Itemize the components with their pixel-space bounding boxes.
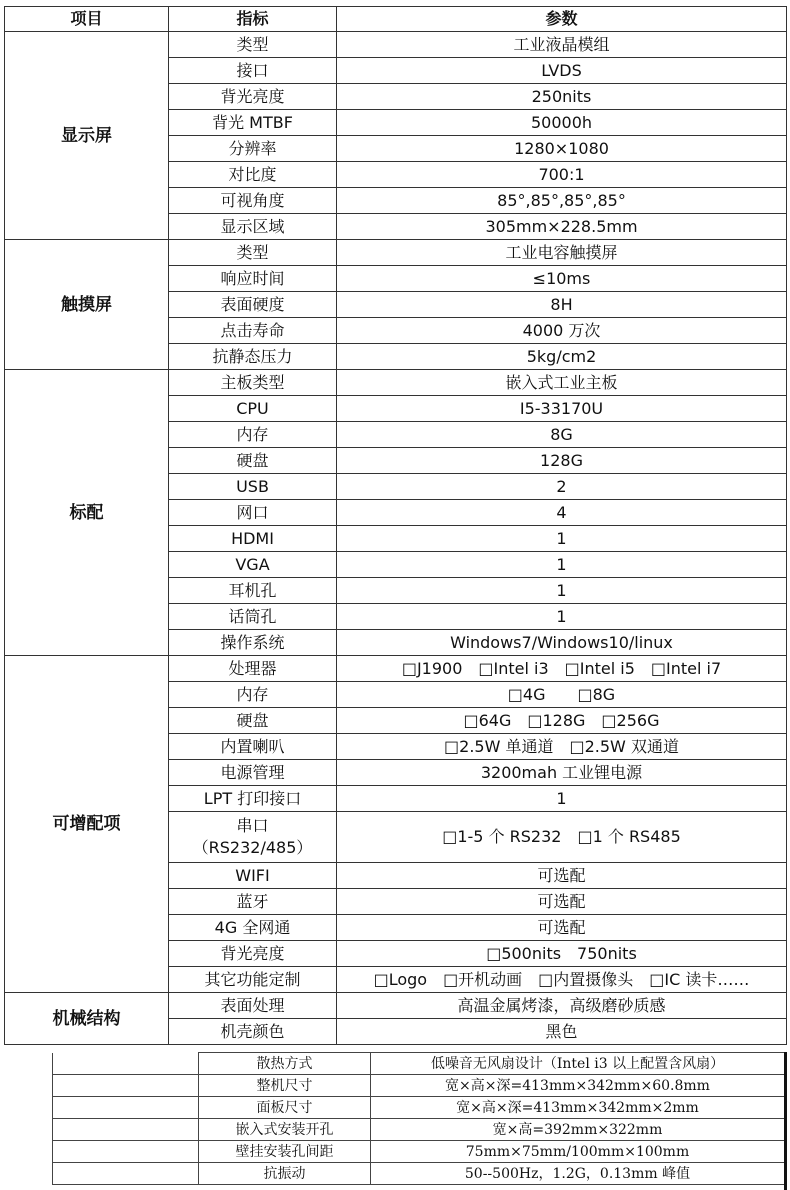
mechanical-value: 宽×高×深=413mm×342mm×60.8mm [371, 1075, 785, 1097]
spec-indicator: 主板类型 [169, 370, 337, 396]
header-indicator: 指标 [169, 7, 337, 32]
spec-indicator: 对比度 [169, 162, 337, 188]
header-row [5, 7, 787, 32]
spec-indicator: 显示区域 [169, 214, 337, 240]
spec-value: 85°,85°,85°,85° [337, 188, 787, 214]
spec-value: 工业液晶模组 [337, 32, 787, 58]
group-name: 机械结构 [5, 993, 169, 1045]
spec-value: □2.5W 单通道 □2.5W 双通道 [337, 734, 787, 760]
spec-indicator: 内置喇叭 [169, 734, 337, 760]
group-name: 可增配项 [5, 656, 169, 993]
mechanical-indicator: 抗振动 [199, 1163, 371, 1185]
spec-indicator: VGA [169, 552, 337, 578]
mechanical-row [53, 1075, 785, 1097]
spec-indicator: HDMI [169, 526, 337, 552]
spec-value: I5-33170U [337, 396, 787, 422]
spec-table [4, 6, 787, 1045]
spec-value: □Logo □开机动画 □内置摄像头 □IC 读卡…… [337, 967, 787, 993]
spec-value: 1 [337, 578, 787, 604]
spec-value: □4G □8G [337, 682, 787, 708]
spec-indicator: 表面处理 [169, 993, 337, 1019]
spec-value: 305mm×228.5mm [337, 214, 787, 240]
spec-row [5, 32, 787, 58]
mechanical-indicator: 壁挂安装孔间距 [199, 1141, 371, 1163]
spec-indicator: CPU [169, 396, 337, 422]
spec-indicator: 可视角度 [169, 188, 337, 214]
mechanical-empty-cell [53, 1141, 199, 1163]
spec-value: 可选配 [337, 863, 787, 889]
spec-indicator: 内存 [169, 422, 337, 448]
mechanical-extra-body [53, 1053, 785, 1185]
spec-value: 工业电容触摸屏 [337, 240, 787, 266]
spec-indicator: 内存 [169, 682, 337, 708]
mechanical-indicator: 整机尺寸 [199, 1075, 371, 1097]
mechanical-row [53, 1053, 785, 1075]
spec-value: 可选配 [337, 915, 787, 941]
spec-value: 4000 万次 [337, 318, 787, 344]
spec-value: 嵌入式工业主板 [337, 370, 787, 396]
spec-value: 高温金属烤漆，高级磨砂质感 [337, 993, 787, 1019]
mechanical-empty-cell [53, 1119, 199, 1141]
spec-value: ≤10ms [337, 266, 787, 292]
spec-indicator: 话筒孔 [169, 604, 337, 630]
mechanical-value: 50--500Hz，1.2G，0.13mm 峰值 [371, 1163, 785, 1185]
spec-indicator: 网口 [169, 500, 337, 526]
mechanical-extra-table [52, 1052, 785, 1185]
spec-value: 128G [337, 448, 787, 474]
spec-value: 1 [337, 526, 787, 552]
spec-indicator: 背光亮度 [169, 941, 337, 967]
mechanical-value: 宽×高=392mm×322mm [371, 1119, 785, 1141]
header-parameter: 参数 [337, 7, 787, 32]
spec-indicator: 蓝牙 [169, 889, 337, 915]
spec-value: 700:1 [337, 162, 787, 188]
spec-row [5, 656, 787, 682]
spec-value: 50000h [337, 110, 787, 136]
mechanical-value: 低噪音无风扇设计（Intel i3 以上配置含风扇） [371, 1053, 785, 1075]
mechanical-row [53, 1141, 785, 1163]
spec-value: □500nits 750nits [337, 941, 787, 967]
mechanical-empty-cell [53, 1097, 199, 1119]
spec-value: 8H [337, 292, 787, 318]
spec-value: 1 [337, 552, 787, 578]
spec-row [5, 240, 787, 266]
spec-indicator: 表面硬度 [169, 292, 337, 318]
spec-indicator: LPT 打印接口 [169, 786, 337, 812]
spec-value: 1 [337, 786, 787, 812]
spec-indicator: 处理器 [169, 656, 337, 682]
spec-value: 1 [337, 604, 787, 630]
mechanical-empty-cell [53, 1163, 199, 1185]
group-name: 触摸屏 [5, 240, 169, 370]
mechanical-value: 宽×高×深=413mm×342mm×2mm [371, 1097, 785, 1119]
header-item: 项目 [5, 7, 169, 32]
group-name: 标配 [5, 370, 169, 656]
mechanical-value: 75mm×75mm/100mm×100mm [371, 1141, 785, 1163]
spec-value: □1-5 个 RS232 □1 个 RS485 [337, 812, 787, 863]
mechanical-indicator: 嵌入式安装开孔 [199, 1119, 371, 1141]
spec-indicator: 类型 [169, 32, 337, 58]
spec-value: 黑色 [337, 1019, 787, 1045]
spec-indicator: 电源管理 [169, 760, 337, 786]
mechanical-row [53, 1163, 785, 1185]
spec-indicator: 点击寿命 [169, 318, 337, 344]
mechanical-indicator: 散热方式 [199, 1053, 371, 1075]
mechanical-empty-cell [53, 1053, 199, 1075]
spec-indicator: 机壳颜色 [169, 1019, 337, 1045]
spec-indicator: 分辨率 [169, 136, 337, 162]
spec-indicator: 类型 [169, 240, 337, 266]
spec-indicator: 操作系统 [169, 630, 337, 656]
spec-indicator: 硬盘 [169, 708, 337, 734]
mechanical-row [53, 1097, 785, 1119]
group-name: 显示屏 [5, 32, 169, 240]
mechanical-row [53, 1119, 785, 1141]
spec-value: 2 [337, 474, 787, 500]
spec-value: 4 [337, 500, 787, 526]
spec-indicator: 耳机孔 [169, 578, 337, 604]
spec-row [5, 370, 787, 396]
spec-indicator: 响应时间 [169, 266, 337, 292]
spec-value: 250nits [337, 84, 787, 110]
spec-indicator: 其它功能定制 [169, 967, 337, 993]
page-edge-bar [784, 1052, 787, 1190]
spec-indicator: 硬盘 [169, 448, 337, 474]
spec-value: Windows7/Windows10/linux [337, 630, 787, 656]
spec-value: 5kg/cm2 [337, 344, 787, 370]
spec-indicator: 背光亮度 [169, 84, 337, 110]
spec-indicator: USB [169, 474, 337, 500]
spec-row [5, 993, 787, 1019]
spec-value: □64G □128G □256G [337, 708, 787, 734]
spec-value: 3200mah 工业锂电源 [337, 760, 787, 786]
spec-table-body [5, 32, 787, 1045]
spec-indicator: 背光 MTBF [169, 110, 337, 136]
mechanical-empty-cell [53, 1075, 199, 1097]
spec-value: 8G [337, 422, 787, 448]
spec-indicator: 接口 [169, 58, 337, 84]
spec-indicator: WIFI [169, 863, 337, 889]
spec-indicator: 4G 全网通 [169, 915, 337, 941]
spec-indicator: 抗静态压力 [169, 344, 337, 370]
spec-value: □J1900 □Intel i3 □Intel i5 □Intel i7 [337, 656, 787, 682]
spec-indicator: 串口 （RS232/485） [169, 812, 337, 863]
spec-value: 可选配 [337, 889, 787, 915]
spec-value: 1280×1080 [337, 136, 787, 162]
mechanical-indicator: 面板尺寸 [199, 1097, 371, 1119]
spec-value: LVDS [337, 58, 787, 84]
